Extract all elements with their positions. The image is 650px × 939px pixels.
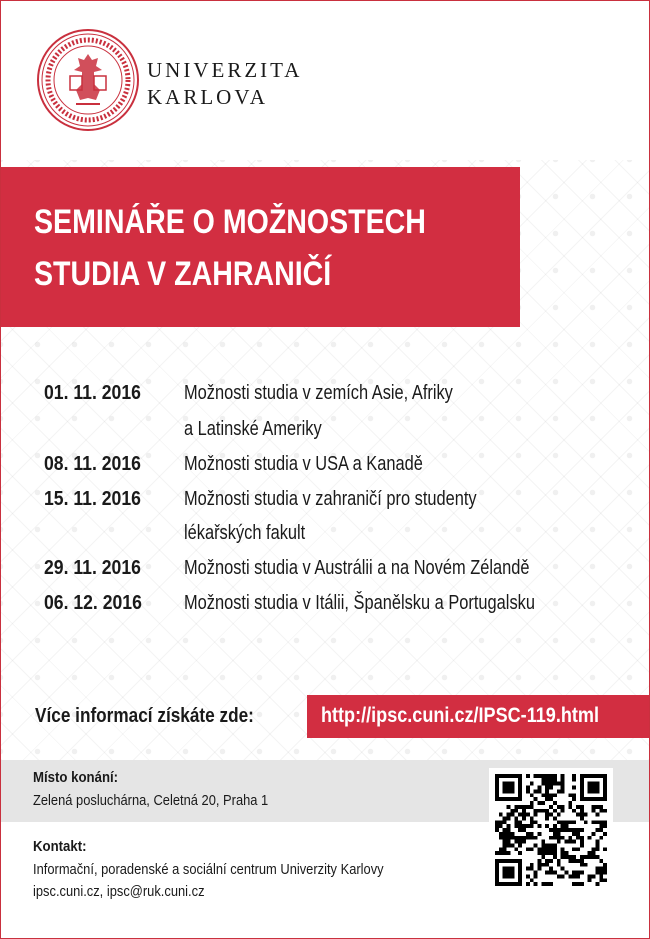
schedule-row bbox=[0, 453, 650, 487]
schedule-description: Možnosti studia v zemích Asie, Afriky bbox=[184, 382, 453, 404]
schedule-description: Možnosti studia v Itálii, Španělsku a Portugalsku bbox=[184, 592, 535, 614]
schedule-date: 06. 12. 2016 bbox=[44, 592, 142, 614]
schedule-date: 29. 11. 2016 bbox=[44, 557, 141, 579]
qr-code-icon[interactable] bbox=[489, 768, 613, 892]
title-line-1: SEMINÁŘE O MOŽNOSTECH bbox=[34, 203, 426, 241]
university-name bbox=[147, 57, 302, 111]
schedule-row bbox=[0, 382, 650, 416]
university-seal-icon bbox=[36, 28, 140, 132]
venue-label: Místo konání: bbox=[33, 769, 119, 786]
university-name-line1: UNIVERZITA bbox=[147, 58, 303, 82]
schedule-description-continued: lékařských fakult bbox=[184, 522, 306, 544]
title-band bbox=[1, 167, 520, 327]
schedule-row-continuation bbox=[0, 522, 650, 556]
more-info-label: Více informací získáte zde: bbox=[35, 705, 254, 727]
schedule-description: Možnosti studia v Austrálii a na Novém Zélandě bbox=[184, 557, 530, 579]
schedule-row bbox=[0, 488, 650, 522]
header bbox=[0, 0, 650, 160]
title-line-2: STUDIA V ZAHRANIČÍ bbox=[34, 255, 332, 293]
info-url-text[interactable]: http://ipsc.cuni.cz/IPSC-119.html bbox=[321, 704, 599, 727]
schedule-date: 08. 11. 2016 bbox=[44, 453, 141, 475]
contact-label: Kontakt: bbox=[33, 838, 87, 855]
schedule-description: Možnosti studia v zahraničí pro studenty bbox=[184, 488, 477, 510]
contact-line-2: ipsc.cuni.cz, ipsc@ruk.cuni.cz bbox=[33, 883, 205, 900]
schedule-row bbox=[0, 557, 650, 591]
schedule-row bbox=[0, 592, 650, 626]
schedule-date: 15. 11. 2016 bbox=[44, 488, 141, 510]
schedule-description: Možnosti studia v USA a Kanadě bbox=[184, 453, 423, 475]
info-url-link[interactable] bbox=[307, 695, 649, 738]
venue-text: Zelená posluchárna, Celetná 20, Praha 1 bbox=[33, 792, 269, 809]
schedule-row-continuation bbox=[0, 418, 650, 452]
university-name-line2: KARLOVA bbox=[147, 85, 268, 109]
qr-code-graphic bbox=[495, 774, 607, 886]
contact-line-1: Informační, poradenské a sociální centrum Univerzity Karlovy bbox=[33, 861, 384, 878]
schedule-description-continued: a Latinské Ameriky bbox=[184, 418, 322, 440]
schedule-date: 01. 11. 2016 bbox=[44, 382, 141, 404]
